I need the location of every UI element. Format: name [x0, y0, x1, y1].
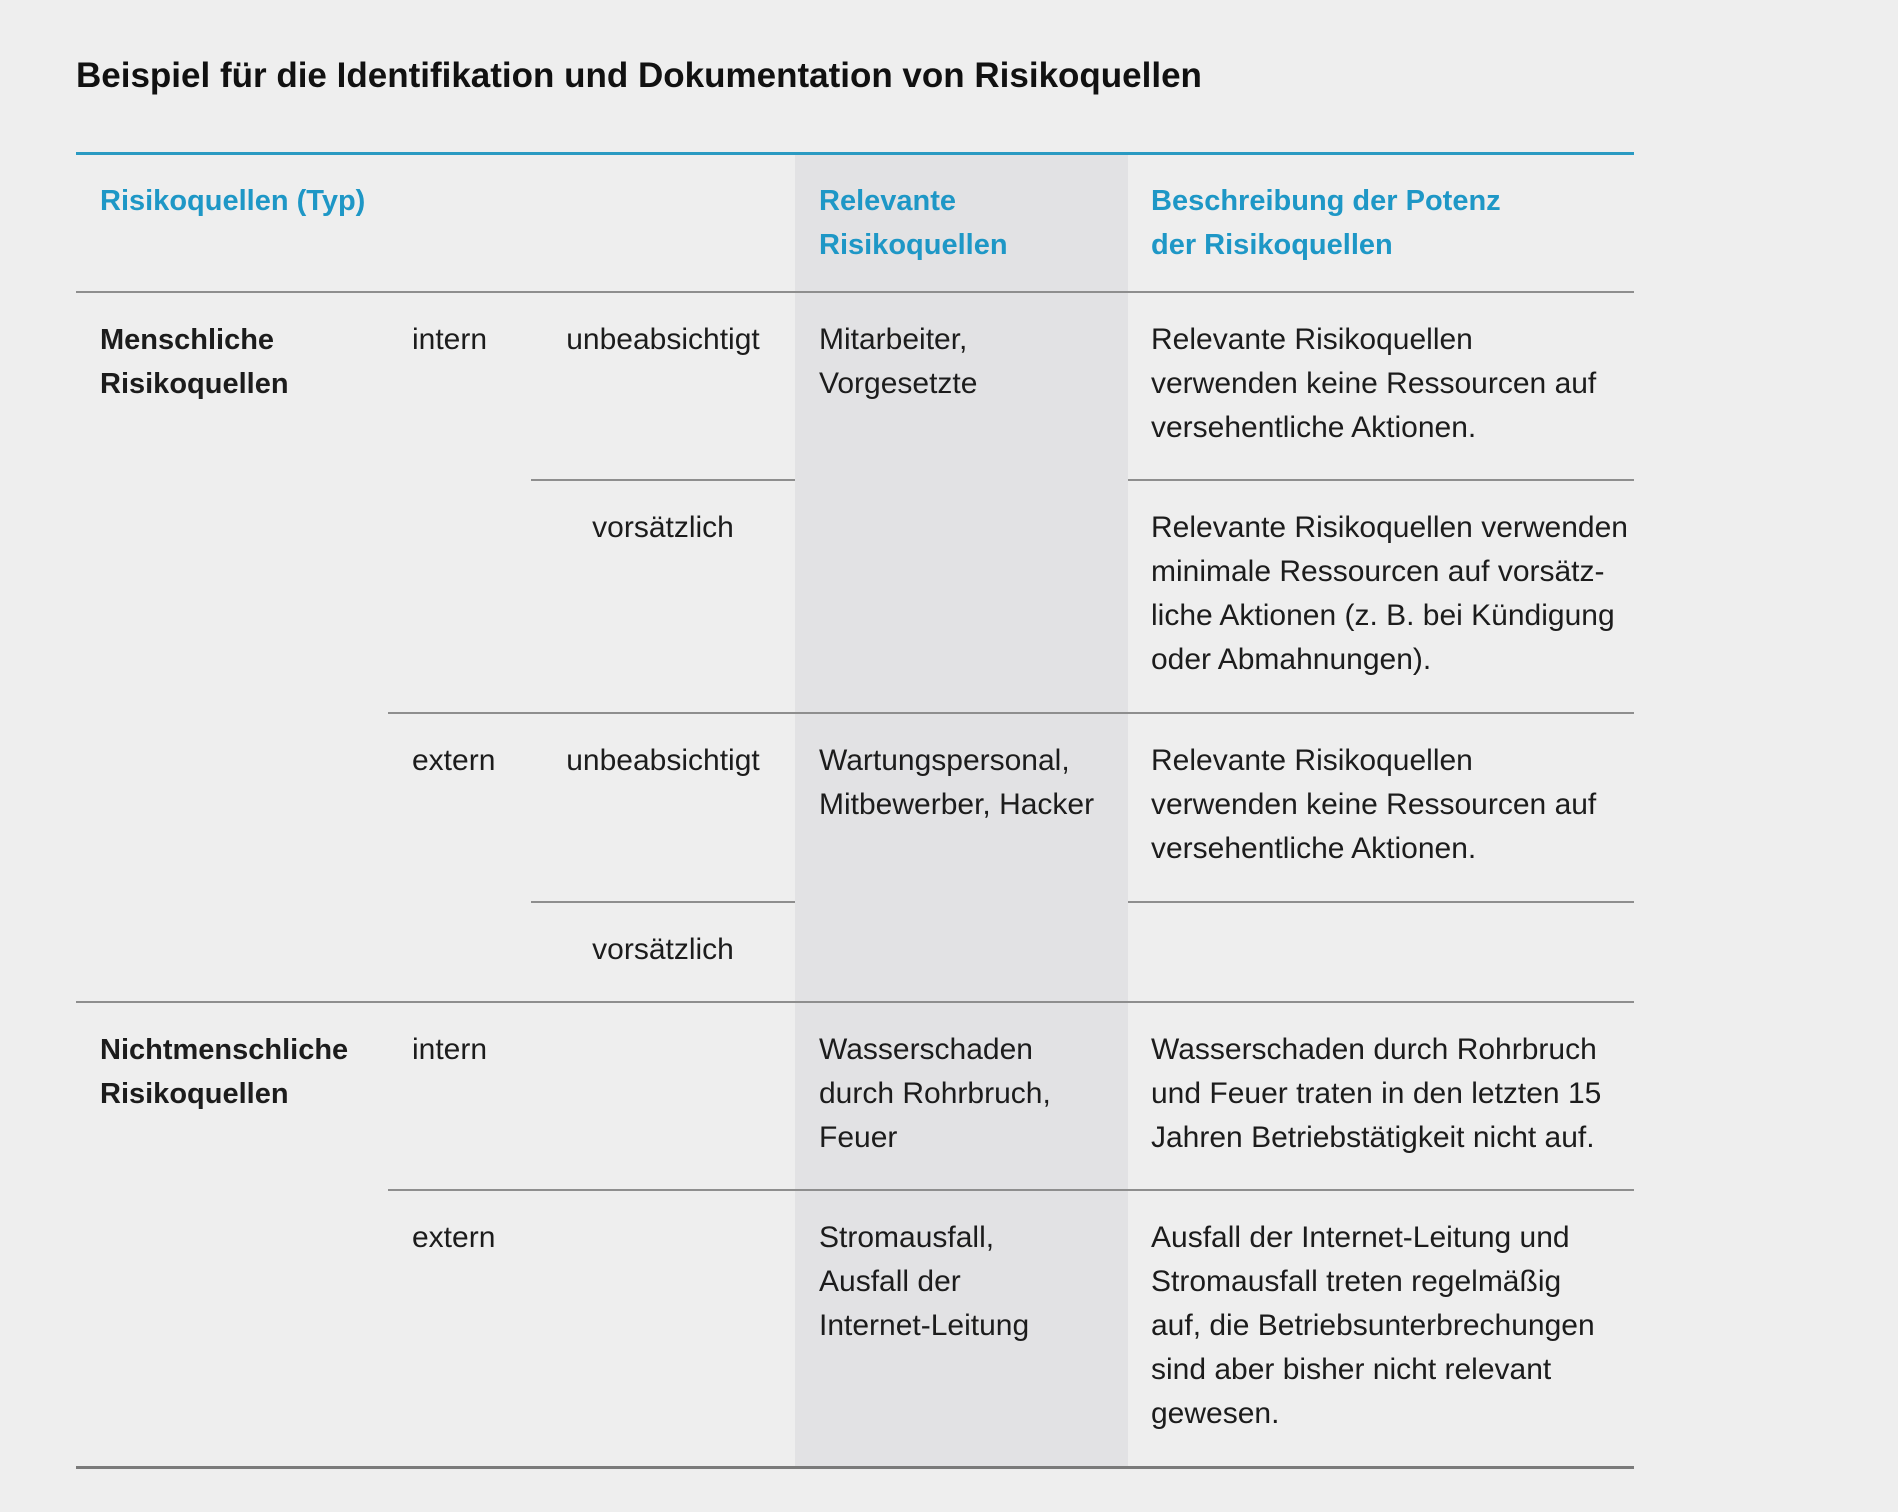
human-intern-intentional-label: vorsätzlich	[592, 511, 734, 544]
rule-human-extern	[388, 712, 1634, 714]
header-type: Risikoquellen (Typ)	[100, 185, 366, 217]
nonhuman-extern-description: Ausfall der Internet-Leitung und Stromausfall treten regelmäßig auf, die Betriebsunterbrechungen sind aber bisher nicht relevant gewesen.	[1151, 1221, 1595, 1430]
group-label-human: Menschliche Risikoquellen	[100, 324, 289, 400]
page-title: Beispiel für die Identifikation und Dokumentation von Risikoquellen	[76, 56, 1202, 95]
human-intern-unintentional-label: unbeabsichtigt	[566, 323, 760, 356]
header-description: Beschreibung der Potenz der Risikoquellen	[1151, 185, 1501, 261]
rule-human-extern-split-right	[1128, 901, 1634, 903]
rule-human-intern-split-left	[531, 479, 795, 481]
header-rule	[76, 291, 1634, 293]
nonhuman-extern-relevant: Stromausfall, Ausfall der Internet-Leitung	[819, 1221, 1030, 1342]
human-extern-unintentional-description: Relevante Risikoquellen verwenden keine Ressourcen auf versehentliche Aktionen.	[1151, 744, 1597, 865]
human-extern-relevant: Wartungspersonal, Mitbewerber, Hacker	[819, 744, 1095, 821]
human-intern-unintentional-description: Relevante Risikoquellen verwenden keine Ressourcen auf versehentliche Aktionen.	[1151, 323, 1597, 444]
human-extern-label: extern	[412, 744, 496, 777]
rule-human-intern-split-right	[1128, 479, 1634, 481]
human-intern-intentional-description: Relevante Risikoquellen verwenden minimale Ressourcen auf vorsätz- liche Aktionen (z. B. bei Kündigung oder Abmahnungen).	[1151, 511, 1628, 676]
human-extern-intentional-label: vorsätzlich	[592, 933, 734, 966]
rule-nonhuman-group	[76, 1001, 1634, 1003]
nonhuman-intern-label: intern	[412, 1033, 488, 1066]
rule-nonhuman-extern	[388, 1189, 1634, 1191]
rule-human-extern-split-left	[531, 901, 795, 903]
human-extern-unintentional-label: unbeabsichtigt	[566, 744, 760, 777]
human-intern-relevant: Mitarbeiter, Vorgesetzte	[819, 323, 978, 400]
table-bottom-rule	[76, 1466, 1634, 1469]
nonhuman-intern-relevant: Wasserschaden durch Rohrbruch, Feuer	[819, 1033, 1051, 1154]
group-label-nonhuman: Nichtmenschliche Risikoquellen	[100, 1034, 349, 1110]
human-intern-label: intern	[412, 323, 488, 356]
nonhuman-intern-description: Wasserschaden durch Rohrbruch und Feuer traten in den letzten 15 Jahren Betriebstätigkeit nicht auf.	[1151, 1033, 1602, 1154]
header-relevant: Relevante Risikoquellen	[819, 185, 1008, 261]
table-top-rule	[76, 152, 1634, 155]
nonhuman-extern-label: extern	[412, 1221, 496, 1254]
